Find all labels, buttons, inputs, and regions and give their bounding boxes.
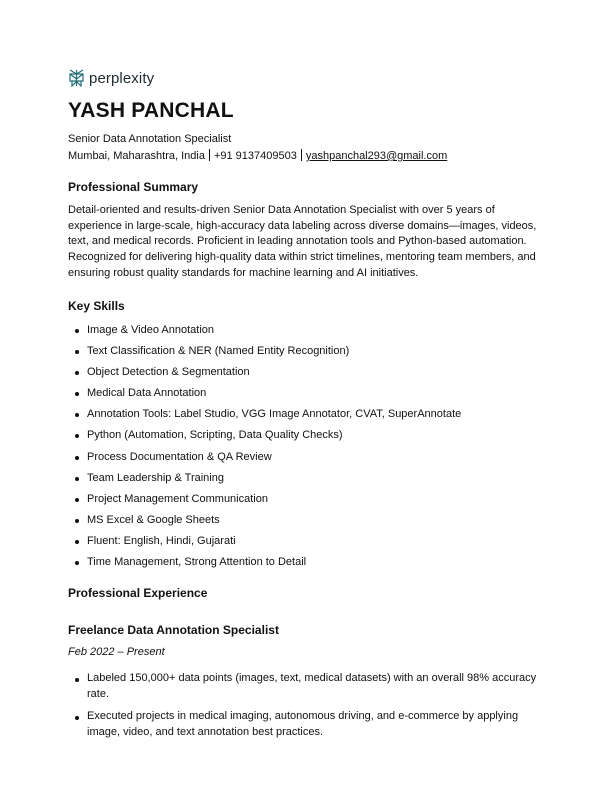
experience-heading: Professional Experience [68,586,208,600]
skills-heading: Key Skills [68,299,125,313]
list-item: Process Documentation & QA Review [68,450,461,471]
list-item: MS Excel & Google Sheets [68,513,461,534]
candidate-name: YASH PANCHAL [68,99,234,122]
phone: +91 9137409503 [213,150,297,162]
divider [301,149,302,161]
list-item: Object Detection & Segmentation [68,365,461,386]
list-item: Image & Video Annotation [68,323,461,344]
skills-list [68,323,461,576]
list-item: Project Management Communication [68,492,461,513]
perplexity-logo-icon [68,69,85,87]
job-title-heading: Freelance Data Annotation Specialist [68,623,279,637]
logo-text: perplexity [89,69,155,87]
job-title: Senior Data Annotation Specialist [68,133,232,145]
list-item: Time Management, Strong Attention to Detail [68,555,461,576]
list-item: Medical Data Annotation [68,386,461,407]
list-item: Executed projects in medical imaging, autonomous driving, and e-commerce by applying image, video, and text annotation best practices. [68,709,548,740]
list-item: Annotation Tools: Label Studio, VGG Image Annotator, CVAT, SuperAnnotate [68,407,461,428]
list-item: Python (Automation, Scripting, Data Quality Checks) [68,428,461,449]
contact-line [68,149,447,162]
list-item: Team Leadership & Training [68,471,461,492]
logo [68,69,154,87]
summary-text: Detail-oriented and results-driven Senior Data Annotation Specialist with over 5 years of experience in large-scale, high-accuracy data labeling across diverse domains—images, videos, text, and medical records. Proficient in leading annotation tools and Python-based automation. Recognized for delivering high-quality data within strict timelines, mentoring team members, and ensuring robust quality standards for machine learning and AI initiatives. [68,204,537,279]
location: Mumbai, Maharashtra, India [68,150,205,162]
list-item: Text Classification & NER (Named Entity Recognition) [68,344,461,365]
divider [209,149,210,161]
list-item: Labeled 150,000+ data points (images, text, medical datasets) with an overall 98% accuracy rate. [68,671,548,702]
list-item: Fluent: English, Hindi, Gujarati [68,534,461,555]
job-dates: Feb 2022 – Present [68,646,165,658]
summary-heading: Professional Summary [68,180,199,194]
job-bullets [68,671,548,748]
email-link[interactable]: yashpanchal293@gmail.com [305,150,448,162]
